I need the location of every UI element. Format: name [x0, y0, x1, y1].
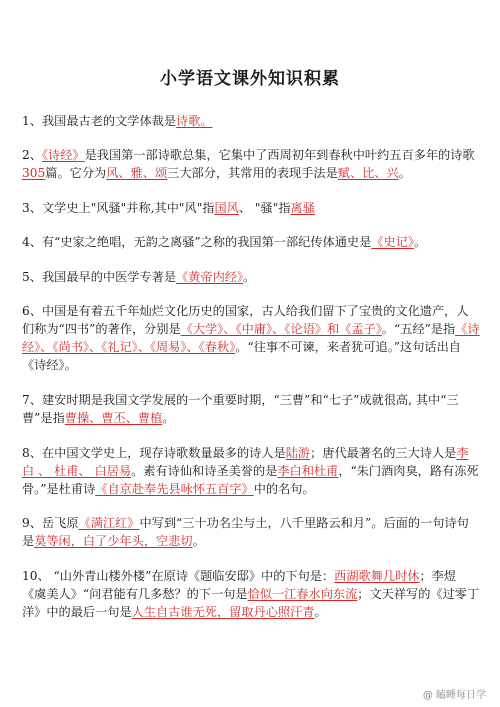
item-text: ，“朱门酒肉臭，路有冻死骨。”是杜甫诗	[22, 464, 479, 496]
answer-text: 人生自古谁无死，留取丹心照汗青	[131, 605, 315, 619]
item-text: 中写到“三十功名尘与土，八千里路云和月”。后面的一句诗句是	[22, 516, 469, 548]
item-text: 、 "骚"指	[238, 201, 291, 215]
item-text: 。“五经”是指	[381, 322, 456, 336]
answer-text: 李白和杜甫	[277, 464, 339, 478]
watermark: @ 瞌睡每日学	[422, 690, 486, 701]
item-text: 3、文学史上"风骚"并称,其中"风"指	[22, 201, 215, 215]
item-text: 。	[243, 270, 256, 284]
spacer	[22, 182, 480, 199]
item-text: 。“往事不可谏，来者犹可追。”这句话出自《诗经》。	[22, 340, 461, 372]
spacer	[22, 251, 480, 268]
answer-text: 305	[22, 166, 46, 180]
answer-text: 《黄帝内经》	[176, 270, 244, 284]
item-text: 5、我国最早的中医学专著是	[22, 270, 177, 284]
list-item	[22, 302, 480, 374]
answer-text: 《诗经》、《尚书》、《礼记》、《周易》、《春秋》	[22, 322, 480, 354]
list-item	[22, 146, 480, 182]
answer-text: 赋、比、兴	[337, 166, 399, 180]
item-text: 。	[398, 166, 411, 180]
item-text: 2、	[22, 148, 42, 162]
item-text: 。	[162, 411, 175, 425]
list-item	[22, 199, 480, 217]
list-item	[22, 233, 480, 251]
answer-text: 《自京赴奉先县咏怀五百字》	[95, 482, 254, 496]
answer-text: 《诗经》	[41, 148, 85, 162]
item-text: ；李煜《虞美人》“问君能有几多愁？的下一句是	[22, 569, 457, 601]
list-item	[22, 514, 480, 550]
item-text: 中的名句。	[253, 482, 315, 496]
answer-text: 风、雅、颂	[106, 166, 168, 180]
answer-text: 诗歌。	[176, 114, 213, 128]
item-text: 6、中国是有着五千年灿烂文化历史的国家，古人给我们留下了宝贵的文化遗产，人们称为“四书”的著作，分别是	[22, 304, 469, 336]
item-text: 9、岳飞原	[22, 516, 79, 530]
answer-text: 离骚	[290, 201, 315, 215]
answer-text: 恰似一江春水向东流	[247, 587, 358, 601]
item-text: 10、 “山外青山楼外楼”在原诗《题临安邸》中的下句是：	[22, 569, 335, 583]
item-text: 7、建安时期是我国文学发展的一个重要时期，“三曹”和“七子”成就很高, 其中“三曹”是指	[22, 393, 459, 425]
answer-text: 国风	[214, 201, 239, 215]
spacer	[22, 217, 480, 233]
list-item	[22, 112, 480, 130]
answer-text: 西湖歌舞几时休	[334, 569, 420, 583]
spacer	[22, 550, 480, 567]
item-text: 篇。它分为	[45, 166, 107, 180]
item-text: 1、我国最古老的文学体裁是	[22, 114, 177, 128]
item-text: 。	[413, 235, 427, 249]
answer-text: 《满江红》	[78, 516, 140, 530]
knowledge-list	[22, 112, 480, 621]
spacer	[22, 498, 480, 514]
item-text: 4、有“史家之绝唱，无韵之离骚”之称的我国第一部纪传体通史是	[22, 235, 372, 249]
item-text: 。	[314, 605, 327, 619]
item-text: ；文天祥写的《过零丁洋》中的最后一句是	[22, 587, 480, 619]
item-text: 是我国第一部诗歌总集，它集中了西周初年到春秋中叶约五百多年的诗歌	[84, 148, 475, 162]
answer-text: 莫等闲，白了少年头，空悲切	[34, 534, 193, 548]
item-text: 。	[192, 534, 205, 548]
answer-text: 李白 、 杜甫、 白居易	[22, 446, 469, 478]
item-text: 8、在中国文学史上，现存诗歌数量最多的诗人是	[22, 446, 286, 460]
answer-text: 《史记》	[371, 235, 414, 249]
list-item	[22, 444, 480, 498]
answer-text: 陆游	[285, 446, 311, 460]
page-title: 小学语文课外知识积累	[160, 69, 340, 89]
spacer	[22, 130, 480, 146]
spacer	[22, 286, 480, 302]
list-item	[22, 268, 480, 286]
item-text: ；唐代最著名的三大诗人是	[310, 446, 457, 460]
answer-text: 《大学》、《中庸》、《论语》和《孟子》	[180, 322, 382, 336]
list-item	[22, 391, 480, 427]
item-text: 。素有诗仙和诗圣美誉的是	[131, 464, 278, 478]
list-item	[22, 567, 480, 621]
item-text: 三大部分，其常用的表现手法是	[167, 166, 338, 180]
spacer	[22, 374, 480, 391]
answer-text: 曹操、曹丕、曹植	[64, 411, 163, 425]
spacer	[22, 427, 480, 444]
